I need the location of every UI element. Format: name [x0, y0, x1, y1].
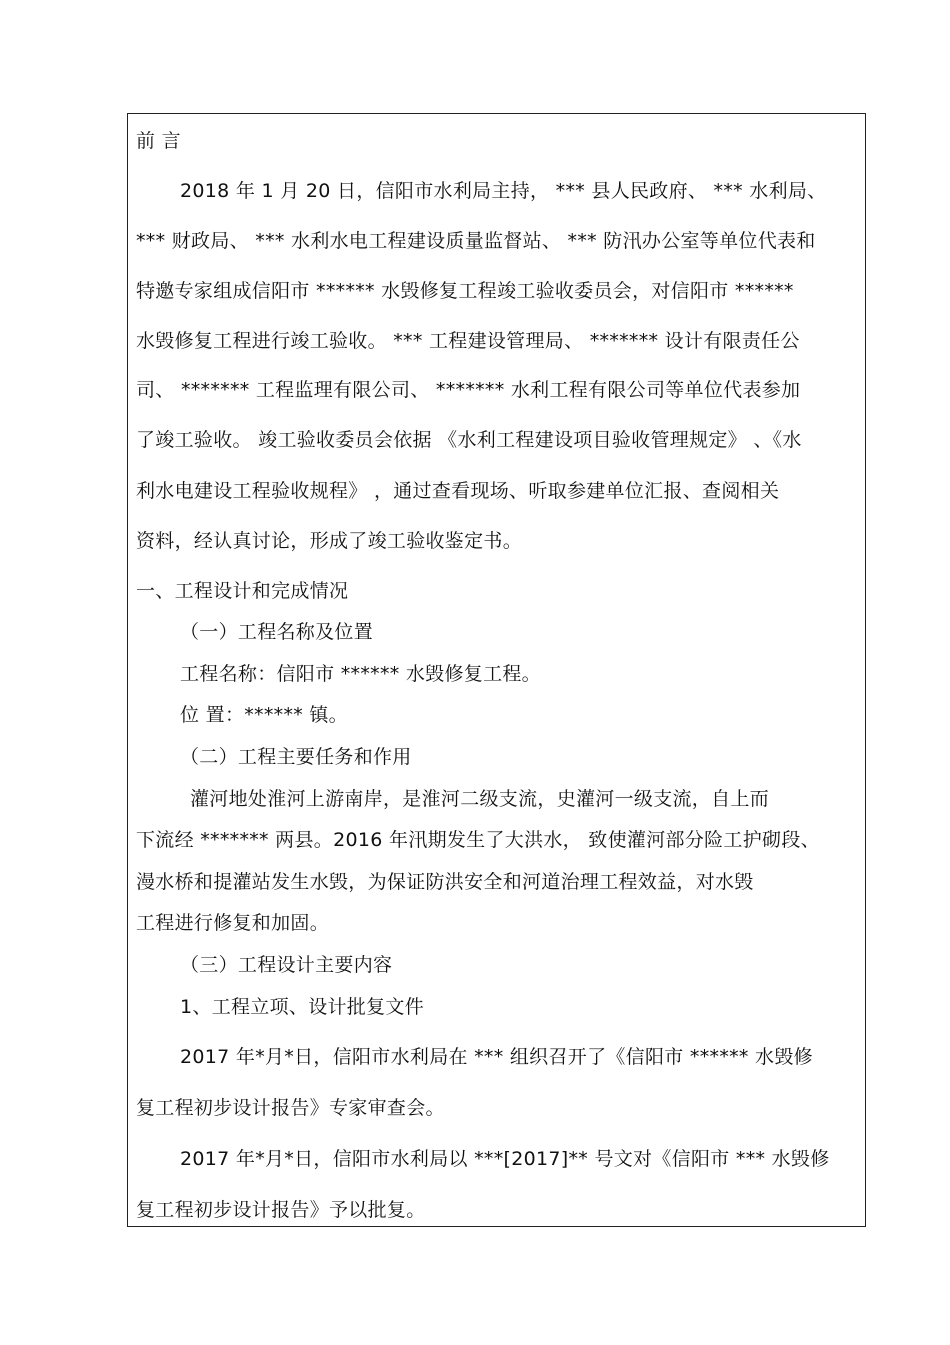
text-line: 水毁修复工程进行竣工验收。 *** 工程建设管理局、 ******* 设计有限责任公: [136, 330, 800, 352]
subsection-heading: （二）工程主要任务和作用: [180, 746, 412, 768]
text-line: 下流经 ******* 两县。2016 年汛期发生了大洪水， 致使灌河部分险工护砌段、: [136, 829, 820, 851]
text-line: 复工程初步设计报告》予以批复。: [136, 1199, 426, 1221]
subsection-heading: （三）工程设计主要内容: [180, 954, 393, 976]
text-line: 2017 年*月*日，信阳市水利局以 ***[2017]** 号文对《信阳市 *** 水毁修: [180, 1148, 830, 1170]
text-line: *** 财政局、 *** 水利水电工程建设质量监督站、 *** 防汛办公室等单位代表和: [136, 230, 816, 252]
text-line: 工程进行修复和加固。: [136, 912, 330, 934]
text-line: 了竣工验收。 竣工验收委员会依据 《水利工程建设项目验收管理规定》 、《水: [136, 429, 802, 451]
text-line: 2018 年 1 月 20 日，信阳市水利局主持， *** 县人民政府、 *** 水利局、: [180, 180, 827, 202]
text-line: 工程名称：信阳市 ****** 水毁修复工程。: [180, 663, 541, 685]
text-line: 灌河地处淮河上游南岸，是淮河二级支流，史灌河一级支流，自上而: [190, 788, 770, 810]
text-line: 复工程初步设计报告》专家审查会。: [136, 1097, 445, 1119]
text-line: 2017 年*月*日，信阳市水利局在 *** 组织召开了《信阳市 ****** 水毁修: [180, 1046, 813, 1068]
text-line: 漫水桥和提灌站发生水毁，为保证防洪安全和河道治理工程效益，对水毁: [136, 871, 754, 893]
text-line: 资料，经认真讨论，形成了竣工验收鉴定书。: [136, 530, 523, 552]
text-line: 位 置：****** 镇。: [180, 704, 348, 726]
section-heading: 一、工程设计和完成情况: [136, 580, 349, 602]
section-title-preface: 前 言: [136, 130, 181, 152]
text-line: 司、 ******* 工程监理有限公司、 ******* 水利工程有限公司等单位代表参加: [136, 379, 801, 401]
text-line: 特邀专家组成信阳市 ****** 水毁修复工程竣工验收委员会，对信阳市 ******: [136, 280, 794, 302]
text-line: 1、工程立项、设计批复文件: [180, 996, 424, 1018]
subsection-heading: （一）工程名称及位置: [180, 621, 374, 643]
text-line: 利水电建设工程验收规程》 ，通过查看现场、听取参建单位汇报、查阅相关: [136, 480, 780, 502]
